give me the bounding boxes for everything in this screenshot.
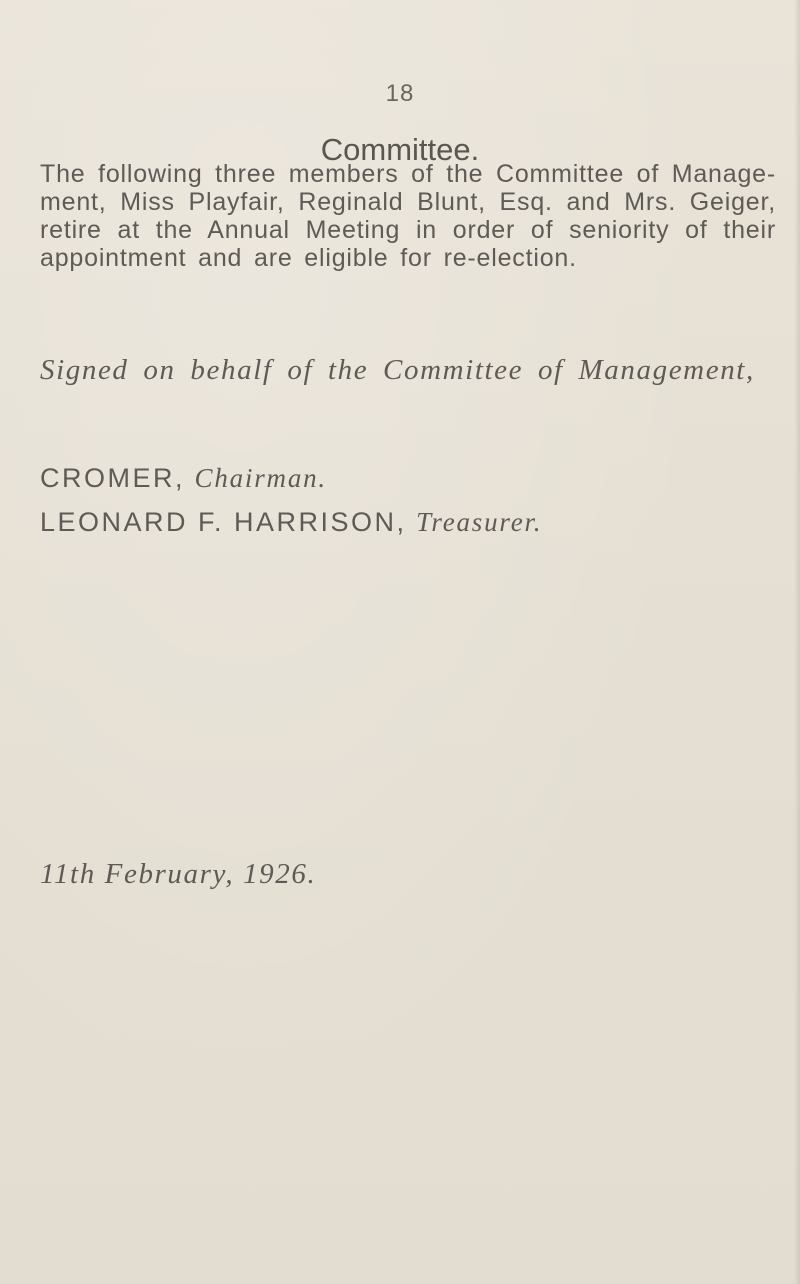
- chairman-name: CROMER,: [40, 463, 185, 493]
- section-heading: Committee.: [320, 132, 480, 167]
- page-edge-shadow: [794, 0, 800, 1284]
- chairman-signature: [40, 463, 780, 494]
- document-date: 11th February, 1926.: [40, 858, 317, 890]
- treasurer-signature: [40, 507, 780, 538]
- treasurer-name: LEONARD F. HARRISON,: [40, 507, 407, 537]
- signed-on-behalf-line: Signed on behalf of the Committee of Management,: [40, 354, 755, 386]
- chairman-role: Chairman.: [194, 463, 327, 493]
- treasurer-role: Treasurer.: [416, 507, 543, 537]
- retirement-paragraph: The following three members of the Committee of Manage-ment, Miss Playfair, Reginald Blunt, Esq. and Mrs. Geiger, retire at the Annual Meeting in order of seniority of their appointment and are eligible for re-election.: [40, 160, 776, 272]
- page-number: 18: [385, 80, 415, 107]
